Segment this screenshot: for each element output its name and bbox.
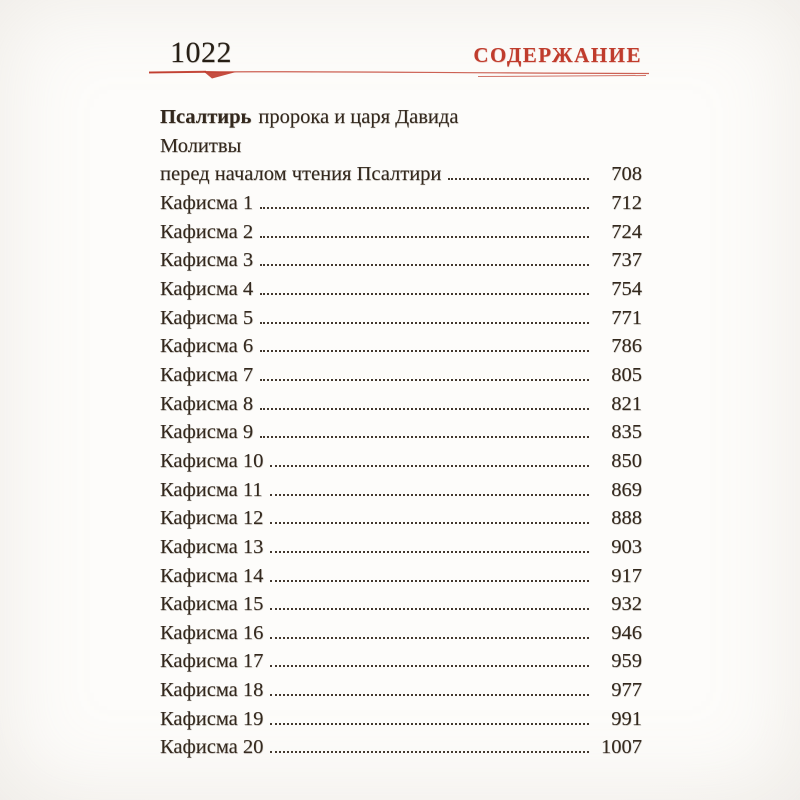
toc-entry-line <box>160 132 642 161</box>
toc-entry-page: 821 <box>611 392 642 415</box>
table-of-contents <box>160 103 642 762</box>
toc-entry <box>160 246 642 275</box>
toc-entry-label: Кафисма 15 <box>160 593 264 616</box>
toc-entry-label: Кафисма 11 <box>160 478 263 501</box>
toc-entry-page: 805 <box>611 363 642 386</box>
toc-entry-page: 869 <box>611 478 642 501</box>
toc-entry <box>160 160 642 189</box>
toc-entry-label: Молитвы <box>160 134 242 157</box>
toc-entry <box>160 418 642 447</box>
toc-entry-label: Кафисма 1 <box>160 191 254 214</box>
toc-entry <box>160 676 642 705</box>
toc-entry-page: 946 <box>611 621 642 644</box>
toc-entry <box>160 361 642 390</box>
toc-entry <box>160 447 642 476</box>
toc-entry-page: 1007 <box>601 736 642 759</box>
toc-entry <box>160 476 642 505</box>
toc-entry-label: Кафисма 9 <box>160 421 254 444</box>
page-number: 1022 <box>170 36 232 69</box>
toc-entry <box>160 332 642 361</box>
toc-entry-page: 737 <box>611 249 642 272</box>
toc-entry-page: 959 <box>611 650 642 673</box>
toc-entry-page: 932 <box>611 593 642 616</box>
dot-leader <box>270 664 589 667</box>
dot-leader <box>270 636 589 639</box>
toc-entries <box>160 132 642 762</box>
dot-leader <box>260 206 589 209</box>
toc-entry-label: перед началом чтения Псалтири <box>160 163 442 186</box>
contents-title: СОДЕРЖАНИЕ <box>473 43 642 67</box>
dot-leader <box>260 321 589 324</box>
dot-leader <box>270 693 589 696</box>
dot-leader <box>260 235 589 238</box>
toc-entry-page: 991 <box>611 707 642 730</box>
header-rule <box>148 64 650 82</box>
toc-entry-page: 903 <box>611 535 642 558</box>
toc-entry-label: Кафисма 7 <box>160 363 254 386</box>
toc-entry-label: Кафисма 13 <box>160 535 264 558</box>
toc-entry-page: 977 <box>611 679 642 702</box>
toc-entry-label: Кафисма 16 <box>160 621 264 644</box>
toc-entry-label: Кафисма 6 <box>160 335 254 358</box>
toc-entry-page: 835 <box>611 421 642 444</box>
dot-leader <box>260 435 589 438</box>
toc-entry-page: 771 <box>611 306 642 329</box>
toc-entry-label: Кафисма 8 <box>160 392 254 415</box>
toc-entry <box>160 304 642 333</box>
toc-entry-page: 888 <box>611 507 642 530</box>
toc-entry <box>160 590 642 619</box>
toc-entry <box>160 218 642 247</box>
dot-leader <box>260 292 589 295</box>
dot-leader <box>260 349 589 352</box>
dot-leader <box>270 722 589 725</box>
toc-entry <box>160 562 642 591</box>
dot-leader <box>270 607 589 610</box>
toc-entry <box>160 733 642 762</box>
toc-section-title <box>160 103 642 132</box>
toc-entry <box>160 533 642 562</box>
toc-entry <box>160 705 642 734</box>
toc-entry <box>160 647 642 676</box>
toc-entry <box>160 275 642 304</box>
toc-entry-page: 786 <box>611 335 642 358</box>
toc-entry <box>160 504 642 533</box>
toc-entry-label: Кафисма 3 <box>160 249 254 272</box>
dot-leader <box>448 177 589 180</box>
toc-entry <box>160 189 642 218</box>
toc-entry-page: 754 <box>611 277 642 300</box>
toc-section-title-bold: Псалтирь <box>160 106 252 128</box>
dot-leader <box>260 407 589 410</box>
toc-entry <box>160 619 642 648</box>
toc-entry <box>160 390 642 419</box>
toc-entry-label: Кафисма 20 <box>160 736 264 759</box>
toc-entry-label: Кафисма 10 <box>160 449 264 472</box>
toc-entry-label: Кафисма 4 <box>160 277 254 300</box>
toc-entry-page: 917 <box>611 564 642 587</box>
toc-entry-label: Кафисма 12 <box>160 507 264 530</box>
toc-entry-label: Кафисма 19 <box>160 707 264 730</box>
dot-leader <box>270 550 589 553</box>
toc-entry-label: Кафисма 18 <box>160 679 264 702</box>
dot-leader <box>270 464 589 467</box>
toc-entry-page: 712 <box>611 191 642 214</box>
dot-leader <box>270 521 589 524</box>
toc-entry-page: 850 <box>611 449 642 472</box>
rule-dart-icon <box>203 71 236 79</box>
dot-leader <box>270 579 589 582</box>
toc-entry-label: Кафисма 2 <box>160 220 254 243</box>
toc-entry-label: Кафисма 5 <box>160 306 254 329</box>
toc-entry-label: Кафисма 17 <box>160 650 264 673</box>
dot-leader <box>270 493 589 496</box>
toc-entry-label: Кафисма 14 <box>160 564 264 587</box>
toc-entry-page: 724 <box>611 220 642 243</box>
dot-leader <box>270 750 589 753</box>
toc-entry-page: 708 <box>611 163 642 186</box>
toc-section-title-rest: пророка и царя Давида <box>258 106 459 128</box>
dot-leader <box>260 263 589 266</box>
dot-leader <box>260 378 589 381</box>
